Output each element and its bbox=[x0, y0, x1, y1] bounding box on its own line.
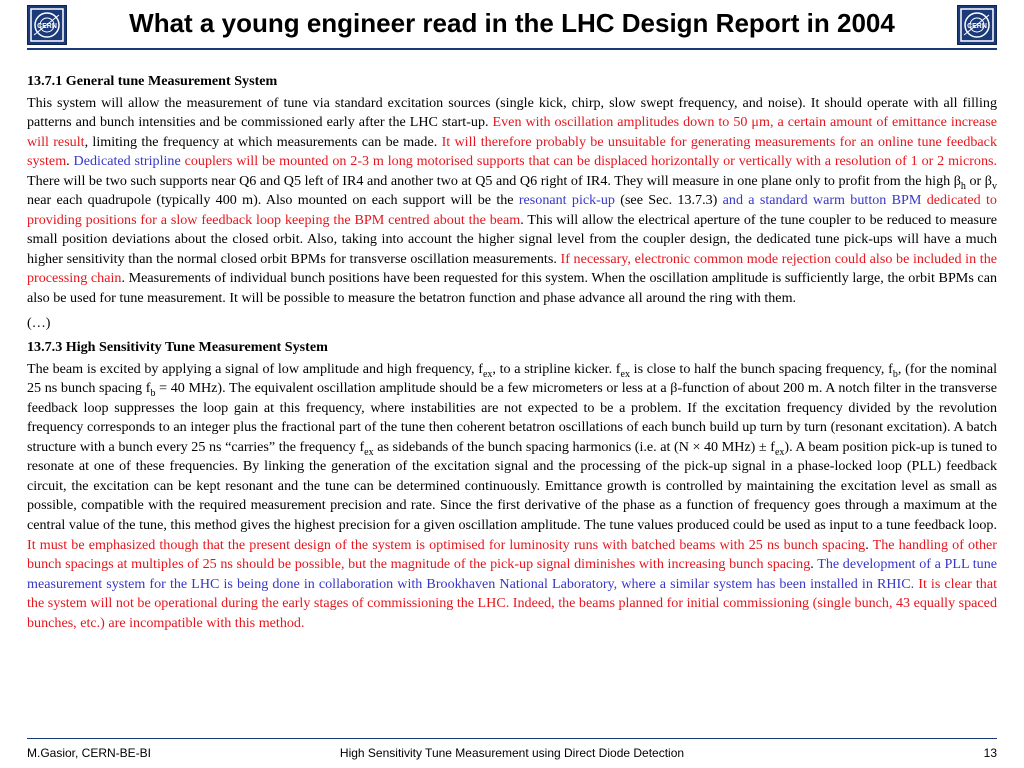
footer-author: M.Gasior, CERN-BE-BI bbox=[27, 746, 152, 760]
highlighted-text: Dedicated stripline bbox=[73, 153, 181, 170]
highlighted-text: It will therefore probably be unsuitable for generating measurements for an online tune feedback system bbox=[27, 133, 997, 170]
body-text: as sidebands of the bunch spacing harmonics (i.e. at (N × 40 MHz) ± f bbox=[373, 438, 775, 455]
title-divider bbox=[27, 48, 997, 50]
body-text: = 40 MHz). The equivalent oscillation amplitude should be a few micrometers or less at a β-function of about 200 m. A notch filter in the transverse feedback loop suppresses the loop gain at this frequency, where instabilities are not expected to be a problem. If the excitation frequency divided by the revolution frequency corresponds to an integer plus the fractional part of the tune then coherent betatron oscillations of each bunch build up turn by turn (resonant excitation). A batch structure with a bunch every 25 ns “carries” the frequency f bbox=[27, 380, 997, 455]
subscript-text: h bbox=[960, 180, 966, 192]
highlighted-text: It is clear that the system will not be operational during the early stages of commissioning the LHC. Indeed, the beams planned for initial commissioning (single bunch, 43 equally spaced bunches, etc.) are incompatible with this method. bbox=[27, 575, 997, 631]
body-text: near each quadrupole (typically 400 m). Also mounted on each support will be the bbox=[27, 192, 519, 209]
body-text: The beam is excited by applying a signal of low amplitude and high frequency, f bbox=[27, 360, 483, 377]
subscript-text: ex bbox=[482, 368, 493, 380]
slide-body bbox=[27, 72, 997, 638]
footer-presentation-title: High Sensitivity Tune Measurement using Direct Diode Detection bbox=[339, 746, 685, 760]
highlighted-text: If necessary, electronic common mode rejection could also be included in the processing chain bbox=[27, 250, 997, 287]
body-text: . This will allow the electrical aperture of the tune coupler to be reduced to measure small position deviations about the closed orbit. Also, taking into account the higher signal level from the coupler design, the dedicated tune pick-ups will have a much higher sensitivity than the normal closed orbit BPMs for transverse oscillation measurements. bbox=[27, 211, 997, 267]
subscript-text: v bbox=[991, 180, 997, 192]
body-text: . Measurements of individual bunch positions have been requested for this system. When the oscillation amplitude is sufficiently large, the orbit BPMs can also be used for tune measurement. It will be possible to measure the betatron function and phase advance all around the ring with them. bbox=[27, 270, 997, 307]
section-heading-high-sensitivity: 13.7.3 High Sensitivity Tune Measurement System bbox=[27, 339, 328, 356]
section-paragraph-high-sensitivity bbox=[27, 360, 997, 634]
section-heading-general-tune: 13.7.1 General tune Measurement System bbox=[27, 73, 278, 89]
highlighted-text: couplers will be mounted on 2-3 m long motorised supports that can be displaced horizontally or vertically with a resolution of 1 or 2 microns. bbox=[180, 153, 998, 170]
body-text: or β bbox=[965, 172, 992, 189]
body-text: , to a stripline kicker. f bbox=[492, 360, 621, 377]
highlighted-text: The handling of other bunch spacings at multiples of 25 ns should be possible, but the magnitude of the pick-up signal diminishes with increasing bunch spacing bbox=[27, 536, 997, 573]
body-text: . bbox=[865, 536, 873, 553]
highlighted-text: dedicated to providing positions for a slow feedback loop keeping the BPM centred about the beam bbox=[27, 192, 997, 228]
cern-logo-icon bbox=[957, 5, 997, 45]
body-text: is close to half the bunch spacing frequency, f bbox=[629, 360, 893, 377]
subscript-text: b bbox=[892, 368, 898, 380]
svg-text:CERN: CERN bbox=[37, 23, 57, 30]
subscript-text: ex bbox=[364, 446, 374, 458]
highlighted-text: resonant pick-up bbox=[518, 192, 615, 209]
ellipsis-text: (…) bbox=[27, 314, 51, 331]
cern-logo-icon bbox=[27, 5, 67, 45]
highlighted-text: The development of a PLL tune measurement system for the LHC is being done in collaboration with Brookhaven National Laboratory, where a similar system has been installed in RHIC. bbox=[27, 556, 997, 592]
body-text: (see Sec. 13.7.3) bbox=[614, 192, 723, 209]
footer-page-number: 13 bbox=[983, 746, 997, 760]
subscript-text: ex bbox=[774, 446, 785, 458]
svg-text:CERN: CERN bbox=[967, 23, 987, 30]
subscript-text: b bbox=[150, 388, 156, 400]
body-text: , limiting the frequency at which measurements can be made. bbox=[84, 133, 442, 150]
body-text: , (for the nominal 25 ns bunch spacing f bbox=[27, 360, 998, 397]
body-text: There will be two such supports near Q6 and Q5 left of IR4 and another two at Q5 and Q6 right of IR4. They will measure in one plane only to profit from the high β bbox=[27, 172, 961, 189]
body-text: This system will allow the measurement of tune via standard excitation sources (single kick, chirp, slow swept frequency, and noise). It should operate with all filling patterns and bunch intensities and be commissioned early after the LHC start-up. bbox=[27, 94, 997, 131]
section-paragraph-general-tune bbox=[27, 94, 997, 309]
highlighted-text: and a standard warm button BPM bbox=[722, 192, 922, 209]
body-text: ). A beam position pick-up is tuned to resonate at one of these frequencies. By linking the generation of the excitation signal and the processing of the pick-up signal in a phase-locked loop (PLL) feedback circuit, the excitation can be kept resonant and the tune can be determined continuously. Emittance growth is controlled by maintaining the excitation level as small as possible, compatible with the required measurement precision and rate. Since the first derivative of the phase as a function of frequency goes through a maximum at the central value of the tune, this method gives the highest precision for a given oscillation amplitude. The tune values produced could be used as input to a tune feedback loop. bbox=[27, 438, 998, 534]
footer-divider bbox=[27, 738, 997, 739]
body-text: . bbox=[66, 153, 74, 170]
highlighted-text: It must be emphasized though that the present design of the system is optimised for luminosity runs with batched beams with 25 ns bunch spacing bbox=[27, 536, 866, 553]
subscript-text: ex bbox=[620, 368, 630, 380]
highlighted-text: Even with oscillation amplitudes down to 50 μm, a certain amount of emittance increase will result bbox=[27, 114, 997, 150]
slide-title: What a young engineer read in the LHC Design Report in 2004 bbox=[129, 8, 895, 38]
body-text: . bbox=[810, 556, 818, 573]
